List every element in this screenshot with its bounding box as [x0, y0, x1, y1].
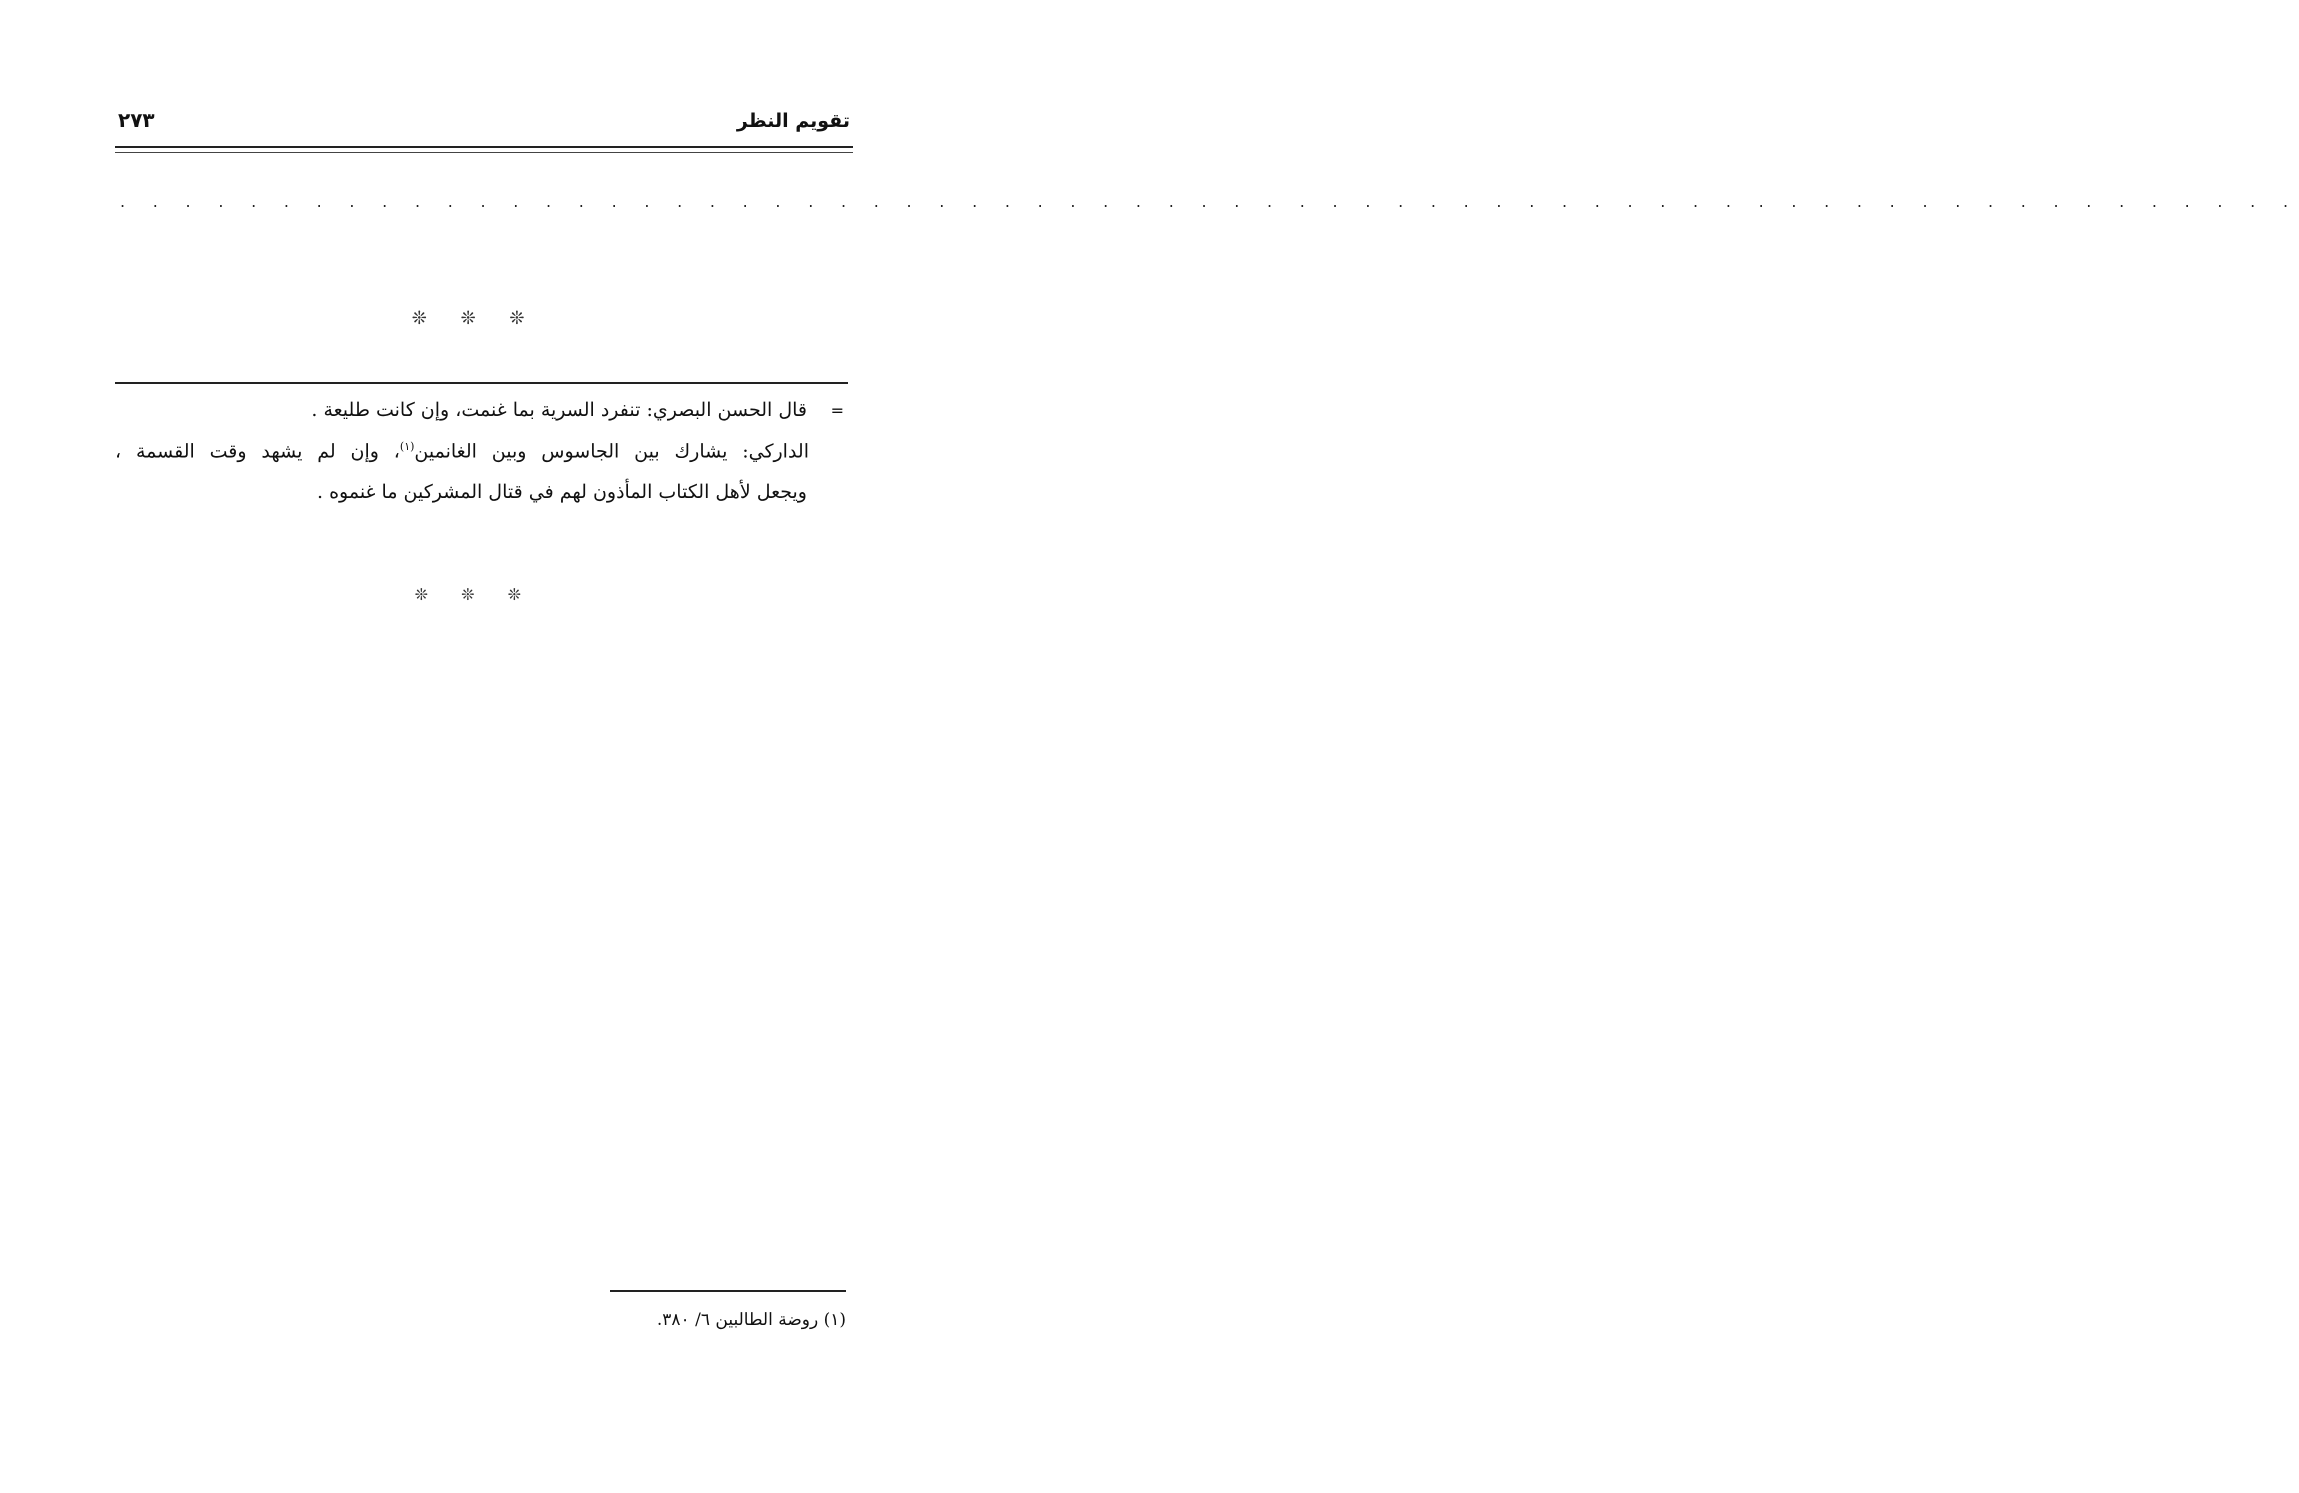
body-line-2 [115, 440, 809, 462]
section-rule [115, 382, 848, 384]
continuation-mark: = [830, 401, 844, 420]
ellipsis-row: . . . . . . . . . . . . . . . . . . . . . . . . . . . . . . . . . . . . . . . . . . . . . . . . . . . . . . . . . . . . . . . . . . . [120, 192, 2299, 211]
asterism-separator-bottom: ❊ ❊ ❊ [414, 585, 536, 604]
footnote-rule [610, 1290, 846, 1292]
footnote-reference[interactable]: (١) [399, 440, 415, 453]
body-line-2-end: ، وإن لم يشهد وقت القسمة ، [115, 440, 400, 463]
body-line-2-start: الداركي: يشارك بين الجاسوس وبين الغانمين [414, 440, 810, 463]
running-title: تقويم النظر [736, 110, 850, 132]
body-line-3: ويجعل لأهل الكتاب المأذون لهم في قتال المشركين ما غنموه . [316, 481, 807, 503]
page-number: ٢٧٣ [118, 108, 155, 132]
body-line-1: قال الحسن البصري: تنفرد السرية بما غنمت، وإن كانت طليعة . [311, 399, 807, 421]
footnote: (١) روضة الطالبين ٦/ ٣٨٠. [656, 1310, 846, 1330]
asterism-separator: ❊ ❊ ❊ [411, 308, 539, 329]
header-rule-secondary [115, 152, 853, 153]
header-rule [115, 146, 853, 148]
